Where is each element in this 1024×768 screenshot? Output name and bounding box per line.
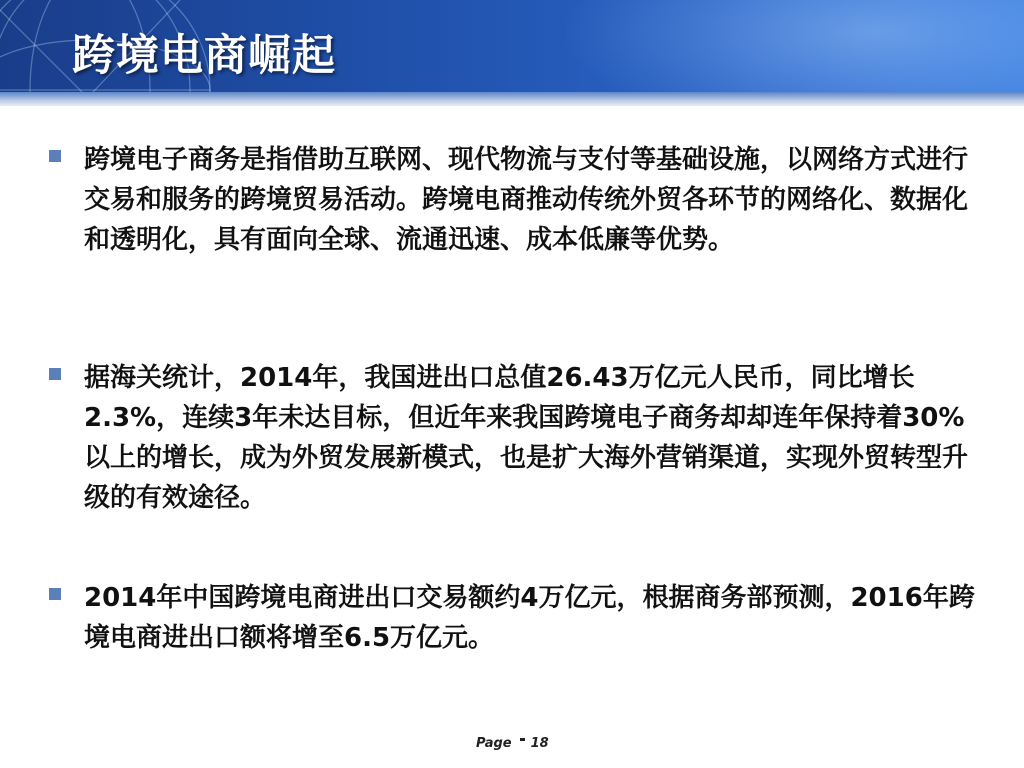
bullet-item bbox=[44, 140, 984, 260]
bullet-text: 据海关统计，2014年，我国进出口总值26.43万亿元人民币，同比增长2.3%，连续3年未达目标，但近年来我国跨境电子商务却却连年保持着30%以上的增长，成为外贸发展新模式，也是扩大海外营销渠道，实现外贸转型升级的有效途径。 bbox=[84, 363, 969, 513]
slide-title: 跨境电商崛起 bbox=[72, 31, 336, 81]
bullet-text: 2014年中国跨境电商进出口交易额约4万亿元，根据商务部预测，2016年跨境电商进出口额将增至6.5万亿元。 bbox=[84, 583, 975, 653]
bullet-square-icon bbox=[49, 588, 61, 600]
page-footer bbox=[476, 736, 549, 751]
page-label: Page bbox=[476, 736, 512, 751]
page-number: 18 bbox=[530, 736, 549, 751]
separator-icon bbox=[520, 738, 525, 741]
bullet-square-icon bbox=[49, 368, 61, 380]
header-divider bbox=[0, 92, 1024, 106]
header-glow bbox=[560, 0, 1024, 104]
slide-header-banner bbox=[0, 0, 1024, 104]
bullet-item bbox=[44, 358, 984, 518]
bullet-item bbox=[44, 578, 984, 658]
bullet-text: 跨境电子商务是指借助互联网、现代物流与支付等基础设施，以网络方式进行交易和服务的跨境贸易活动。跨境电商推动传统外贸各环节的网络化、数据化和透明化，具有面向全球、流通迅速、成本低廉等优势。 bbox=[84, 145, 969, 255]
bullet-square-icon bbox=[49, 150, 61, 162]
